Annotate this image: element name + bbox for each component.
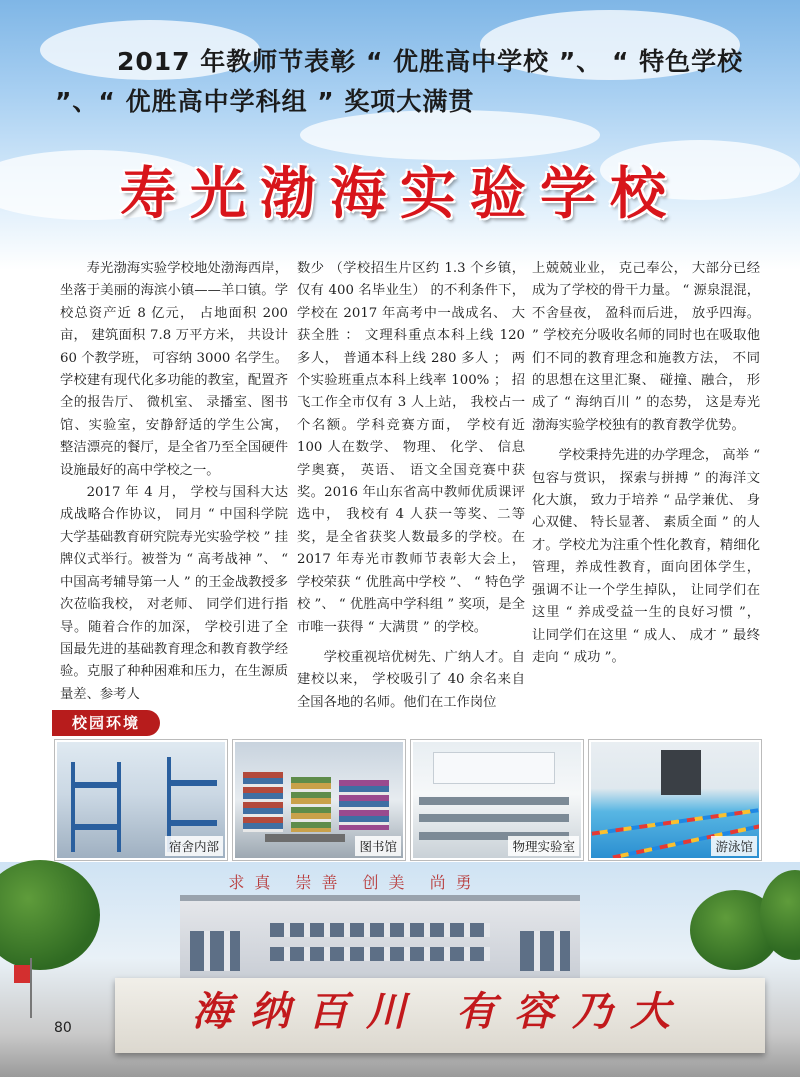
physics-lab-photo [411, 740, 583, 860]
campus-section-tag: 校园环境 [52, 710, 160, 736]
photo-caption: 游泳馆 [711, 836, 757, 856]
building-windows [270, 947, 490, 961]
school-building [180, 895, 580, 991]
window [433, 752, 555, 784]
article-paragraph: 2017 年 4 月， 学校与国科大达成战略合作协议， 同月 “ 中国科学院大学基础教育研究院寿光实验学校 ” 挂牌仪式举行。被誉为 “ 高考战神 ”、 “ 中国高考辅导第一人 ” 的王金战教授多次莅临我校， 对老师、 同学们进行指导。随着合作的加深， 学校引进了全国最先进的基础教育理念和教育教学经验。克服了种种困难和压力，在生源质量差、参考人 [60, 485, 289, 702]
article-column-2 [297, 258, 525, 714]
library-photo [233, 740, 405, 860]
photo-caption: 宿舍内部 [165, 836, 223, 856]
page-number: 80 [54, 1020, 72, 1036]
lab-bench [419, 797, 569, 805]
dormitory-photo [55, 740, 227, 860]
bookshelf [243, 772, 283, 832]
bunk-bed-frame [71, 762, 75, 852]
building-motto: 求真 崇善 创美 尚勇 [228, 873, 482, 892]
article-paragraph: 学校重视培优树先、广纳人才。自建校以来， 学校吸引了 40 余名来自全国各地的名师。他们在工作岗位 [297, 649, 525, 710]
headline: 2017 年教师节表彰 “ 优胜高中学校 ”、 “ 特色学校 ”、“ 优胜高中学科组 ” 奖项大满贯 [55, 47, 744, 116]
photo-caption: 物理实验室 [508, 836, 579, 856]
bookshelf [339, 780, 389, 830]
bunk-bed-frame [71, 824, 121, 830]
bunk-bed-frame [117, 762, 121, 852]
article-column-3 [532, 258, 760, 669]
bookshelf [291, 777, 331, 832]
building-windows [190, 931, 240, 971]
article-column-1 [60, 258, 288, 706]
pool-window [661, 750, 701, 795]
desk [265, 834, 345, 842]
article-paragraph: 上兢兢业业， 克己奉公， 大部分已经成为了学校的骨干力量。 “ 源泉混混， 不舍昼夜， 盈科而后进， 放乎四海。 ” 学校充分吸收名师的同时也在吸取他们不同的教育理念和施教方法， 不同的思想在这里汇聚、 碰撞、融合， 形成了 “ 海纳百川 ” 的态势， 这是寿光渤海实验学校独有的教育教学优势。 [532, 261, 761, 433]
swimming-pool-photo [589, 740, 761, 860]
school-name-title: 寿光渤海实验学校 [120, 161, 680, 227]
building-windows [520, 931, 570, 971]
stone-motto: 海纳百川 有容乃大 [192, 988, 688, 1035]
article-paragraph: 数少 （学校招生片区约 1.3 个乡镇，仅有 400 名毕业生） 的不利条件下，学校在 2017 年高考中一战成名、 大获全胜 ： 文理科重点本科上线 120 多人， 普通本科上线 280 多人 ； 两个实验班重点本科上线率 100% ； 招飞工作全市仅有 3 人上站， 我校占一个名额。学科竞赛方面， 学校有近 100 人在数学、 物理、 化学、 信息学奥赛， 英语、 语文全国竞赛中获奖。2016 年山东省高中教师优质课评选中， 我校有 4 人获一等奖、二等奖，是全省获奖人数最多的学校。在 2017 年寿光市教师节表彰大会上， 学校荣获 “ 优胜高中学校 ”、 “ 特色学校 ”、 “ 优胜高中学科组 ” 奖项，是全市唯一获得 “ 大满贯 ” 的学校。 [297, 261, 525, 635]
photo-caption: 图书馆 [355, 836, 401, 856]
article-paragraph: 寿光渤海实验学校地处渤海西岸，坐落于美丽的海滨小镇——羊口镇。学校总资产近 8 亿元， 占地面积 200 亩， 建筑面积 7.8 万平方米， 共设计 60 个教学班， 可容纳 3000 名学生。学校建有现代化多功能的教室，配置齐全的报告厅、 微机室、 录播室、图书馆、实验室，安静舒适的学生公寓， 整洁漂亮的餐厅，是全省乃至全国硬件设施最好的高中学校之一。 [60, 261, 288, 478]
bunk-bed-frame [167, 820, 217, 826]
article-paragraph: 学校秉持先进的办学理念， 高举 “ 包容与赏识， 探索与拼搏 ” 的海洋文化大旗， 致力于培养 “ 品学兼优、 身心双健、 特长显著、 素质全面 ” 的人才。学校尤为注重个性化教育，精细化管理，养成性教育，面向团体学生， 强调不让一个学生掉队， 让同学们在这里 “ 养成受益一生的良好习惯 ”， 让同学们在这里 “ 成人、 成才 ” 最终走向 “ 成功 ”。 [532, 448, 761, 665]
flag-pole [30, 958, 32, 1018]
red-flag [14, 965, 30, 983]
building-windows [270, 923, 490, 937]
lab-bench [419, 814, 569, 822]
bunk-bed-frame [167, 780, 217, 786]
bunk-bed-frame [71, 782, 121, 788]
